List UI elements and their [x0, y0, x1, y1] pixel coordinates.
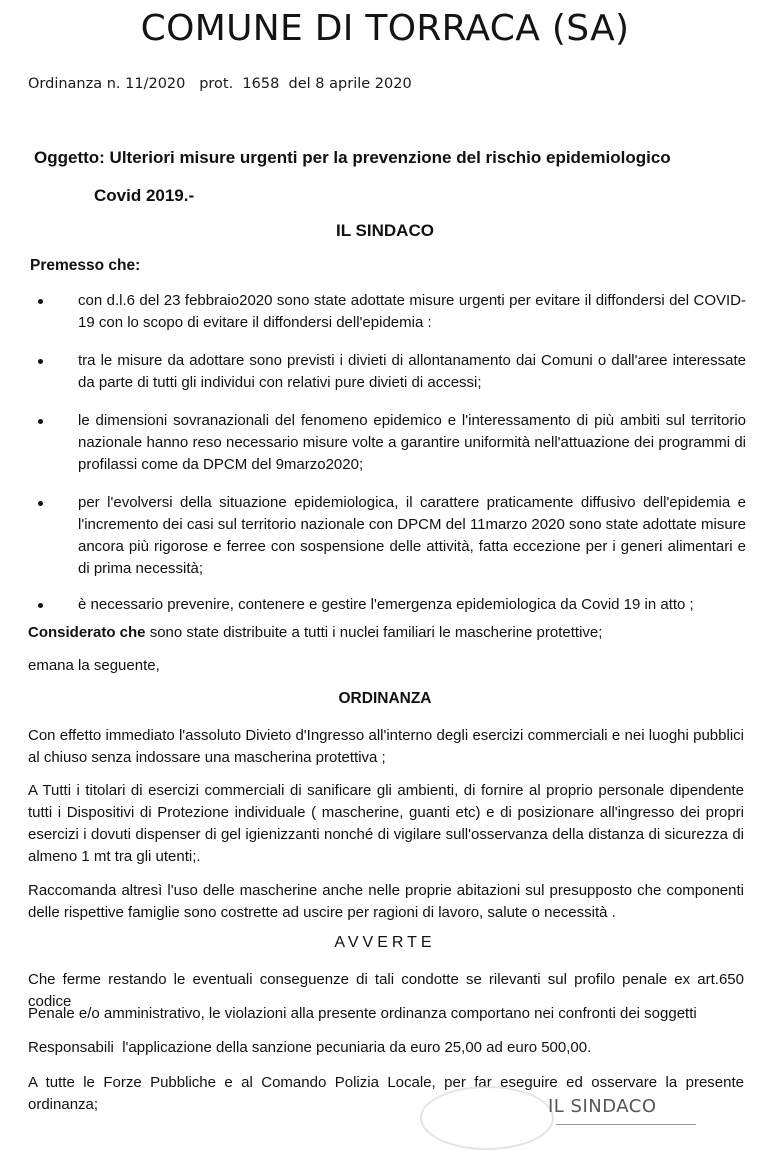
- official-stamp-icon: [420, 1086, 554, 1150]
- considerato-text: sono state distribuite a tutti i nuclei familiari le mascherine protettive;: [145, 624, 603, 641]
- bullet-icon: [38, 501, 43, 506]
- subject-line: Oggetto: Ulteriori misure urgenti per la prevenzione del rischio epidemiologico: [34, 148, 671, 167]
- avverte-heading: AVVERTE: [334, 934, 436, 951]
- list-item: [36, 492, 746, 580]
- avverte-line: Responsabili l'applicazione della sanzione pecuniaria da euro 25,00 ad euro 500,00.: [28, 1039, 592, 1056]
- avverte-line: Che ferme restando le eventuali conseguenze di tali condotte se rilevanti sul profilo penale ex art.650 codice: [28, 971, 744, 1010]
- premesso-label: Premesso che:: [30, 257, 141, 274]
- considerato-label: Considerato che: [28, 624, 146, 641]
- list-item-text: è necessario prevenire, contenere e gestire l'emergenza epidemiologica da Covid 19 in atto ;: [78, 596, 694, 613]
- ordinance-reference: Ordinanza n. 11/2020 prot. 1658 del 8 aprile 2020: [28, 76, 412, 92]
- bullet-icon: [38, 359, 43, 364]
- avverte-line: A tutte le Forze Pubbliche e al Comando Polizia Locale, per far eseguire ed osservare la presente ordinanza;: [28, 1074, 744, 1113]
- mayor-heading: IL SINDACO: [336, 221, 434, 240]
- ordinanza-paragraph: A Tutti i titolari di esercizi commerciali di sanificare gli ambienti, di fornire al proprio personale dipendente tutti i Dispositivi di Protezione individuale ( mascherine, guanti etc) e di posizionare all'ingresso dei propri esercizi i dovuti dispenser di gel igienizzanti nonché di vigilare sull'osservanza della distanza di sicurezza di almeno 1 mt tra gli utenti;.: [28, 782, 744, 865]
- list-item: [36, 290, 746, 334]
- subject-line-continued: Covid 2019.-: [94, 186, 195, 205]
- list-item-text: per l'evolversi della situazione epidemiologica, il carattere praticamente diffusivo dell'epidemia e l'incremento dei casi sul territorio nazionale con DPCM del 11marzo 2020 sono state adottate misure ancora più rigorose e ferree con sospensione delle attività, fatta eccezione per i generi alimentari e di prima necessità;: [78, 494, 746, 577]
- list-item: [36, 594, 746, 616]
- ordinanza-heading: ORDINANZA: [338, 690, 432, 707]
- list-item-text: le dimensioni sovranazionali del fenomeno epidemico e l'interessamento di più ambiti sul territorio nazionale hanno reso necessario misure volte a garantire uniformità nell'attuazione dei programmi di profilassi come da DPCM del 9marzo2020;: [78, 412, 746, 473]
- list-item-text: tra le misure da adottare sono previsti i divieti di allontanamento dai Comuni o dall'aree interessate da parte di tutti gli individui con relativi pure divieti di accessi;: [78, 352, 746, 391]
- ordinanza-paragraph: Raccomanda altresì l'uso delle mascherine anche nelle proprie abitazioni sul presupposto che componenti delle rispettive famiglie sono costrette ad uscire per ragioni di lavoro, salute o necessità .: [28, 882, 744, 921]
- considerato-paragraph: [28, 622, 744, 644]
- avverte-line: Penale e/o amministrativo, le violazioni alla presente ordinanza comportano nei confronti dei soggetti: [28, 1005, 697, 1022]
- signature-line: [556, 1124, 696, 1125]
- municipality-title: COMUNE DI TORRACA (SA): [140, 8, 630, 49]
- list-item: [36, 350, 746, 394]
- bullet-icon: [38, 419, 43, 424]
- emana-line: emana la seguente,: [28, 657, 160, 674]
- list-item-text: con d.l.6 del 23 febbraio2020 sono state adottate misure urgenti per evitare il diffondersi del COVID-19 con lo scopo di evitare il diffondersi dell'epidemia :: [78, 292, 746, 331]
- signature: IL SINDACO: [548, 1096, 657, 1117]
- bullet-icon: [38, 603, 43, 608]
- list-item: [36, 410, 746, 476]
- bullet-icon: [38, 299, 43, 304]
- ordinanza-paragraph: Con effetto immediato l'assoluto Divieto d'Ingresso all'interno degli esercizi commerciali e nei luoghi pubblici al chiuso senza indossare una mascherina protettiva ;: [28, 727, 744, 766]
- premesso-list: [36, 290, 746, 634]
